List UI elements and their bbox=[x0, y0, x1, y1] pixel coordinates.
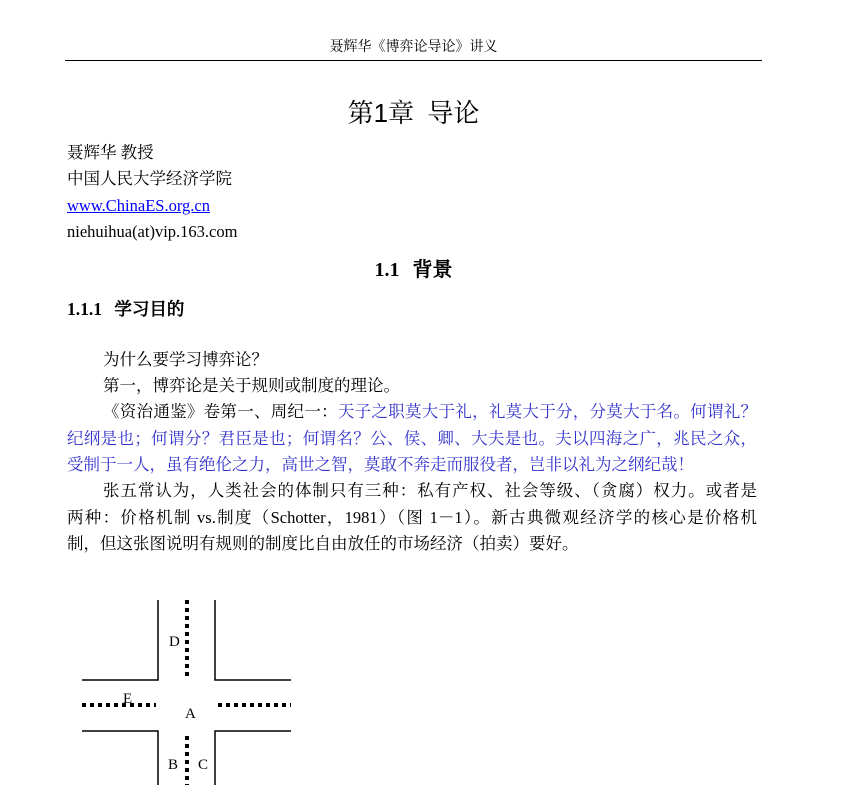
road-edge-top-left bbox=[82, 600, 158, 680]
quote-line-2: 纪纲是也；何谓分？君臣是也；何谓名？公、侯、卿、大夫是也。夫以四海之广，兆民之众， bbox=[67, 429, 757, 448]
author-website-row bbox=[67, 193, 210, 219]
quote-text: 天子之职莫大于礼，礼莫大于分，分莫大于名。何谓礼？ bbox=[337, 402, 757, 421]
subsection-title: 1.1.1 学习目的 bbox=[67, 299, 185, 319]
figure-label-c: C bbox=[198, 757, 209, 773]
road-edge-bottom-left bbox=[82, 731, 158, 785]
quote-line-1 bbox=[103, 399, 757, 425]
figure-label-d: D bbox=[169, 634, 180, 650]
author-name: 聂辉华 教授 bbox=[67, 143, 154, 162]
header-rule bbox=[65, 60, 762, 61]
road-edge-bottom-right bbox=[215, 731, 291, 785]
quote-source: 《资治通鉴》卷第一、周纪一： bbox=[103, 402, 338, 421]
intersection-figure bbox=[70, 590, 310, 785]
zhang-line-1: 张五常认为，人类社会的体制只有三种：私有产权、社会等级、（贪腐）权力。或者是 bbox=[103, 481, 757, 500]
question-line: 为什么要学习博弈论？ bbox=[103, 350, 268, 369]
figure-label-a: A bbox=[185, 706, 196, 722]
zhang-line-3: 制，但这张图说明有规则的制度比自由放任的市场经济（拍卖）要好。 bbox=[67, 534, 579, 553]
author-email: niehuihua(at)vip.163.com bbox=[67, 222, 238, 241]
chapter-title: 第1章 导论 bbox=[347, 98, 480, 128]
figure-label-b: B bbox=[168, 757, 179, 773]
quote-line-3: 受制于一人，虽有绝伦之力，高世之智，莫敢不奔走而服役者，岂非以礼为之纲纪哉！ bbox=[67, 455, 694, 474]
website-link[interactable]: www.ChinaES.org.cn bbox=[67, 196, 210, 215]
road-edge-top-right bbox=[215, 600, 291, 680]
section-title: 1.1 背景 bbox=[374, 259, 453, 281]
first-point-line: 第一，博弈论是关于规则或制度的理论。 bbox=[103, 376, 400, 395]
figure-label-e: E bbox=[123, 691, 133, 707]
running-header: 聂辉华《博弈论导论》讲义 bbox=[329, 40, 498, 55]
zhang-line-2: 两种：价格机制 vs.制度（Schotter，1981）（图 1－1）。新古典微观经济学的核心是价格机 bbox=[67, 508, 757, 527]
author-affiliation: 中国人民大学经济学院 bbox=[67, 169, 232, 188]
